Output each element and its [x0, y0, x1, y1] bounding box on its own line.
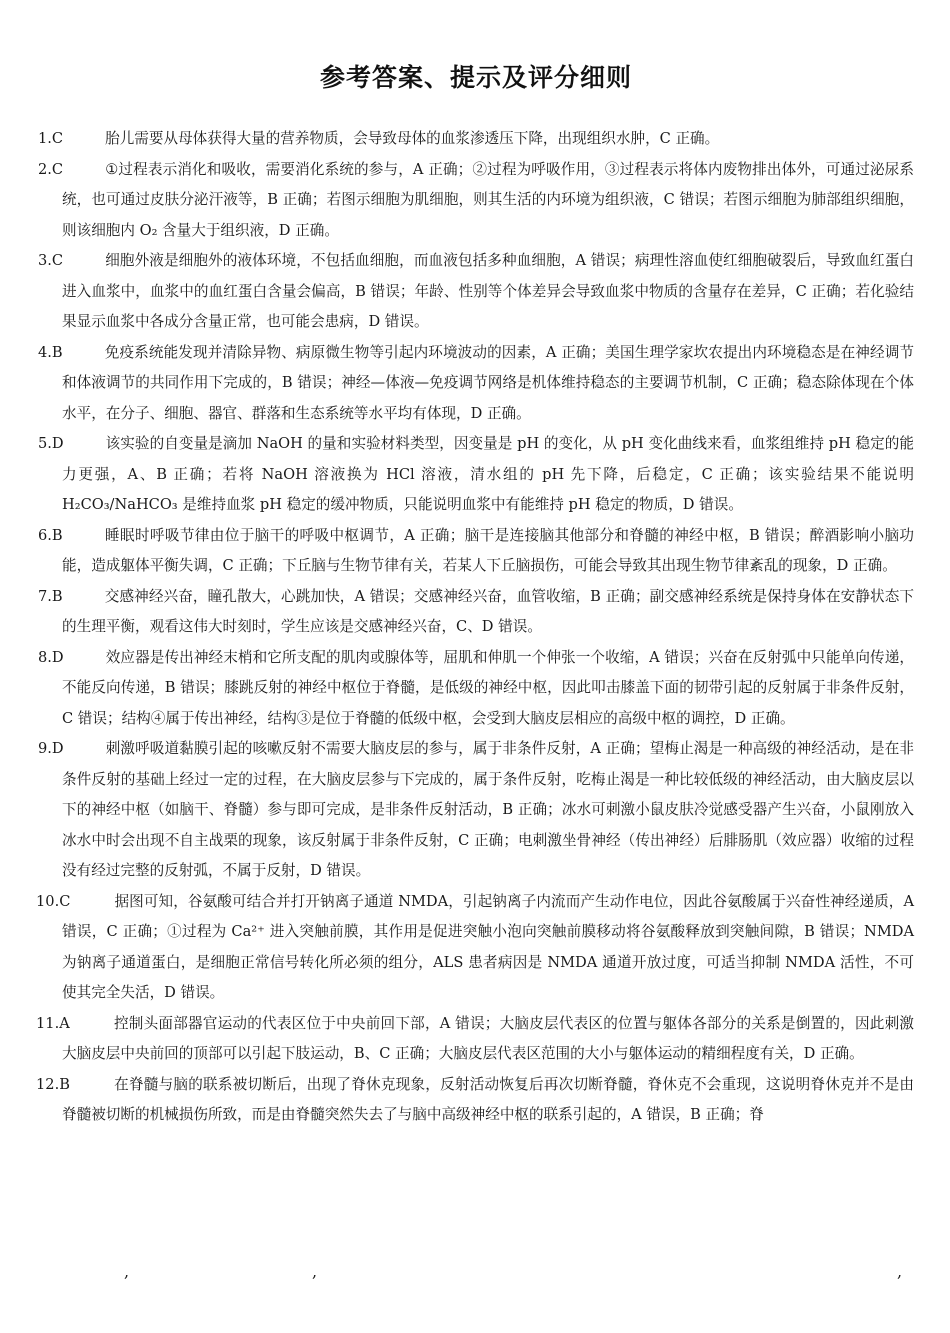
answer-number: 1.C: [38, 130, 64, 147]
answer-item-2: [38, 155, 914, 247]
answer-number: 6.B: [38, 526, 63, 544]
answer-item-8: [38, 643, 914, 735]
answer-number: 8.D: [38, 648, 64, 666]
answer-number: 5.D: [38, 435, 64, 452]
answer-text: 刺激呼吸道黏膜引起的咳嗽反射不需要大脑皮层的参与，属于非条件反射，A 正确；望梅止渴是一种高级的神经活动，是在非条件反射的基础上经过一定的过程，在大脑皮层参与下完成的，属于条件反射，吃梅止渴是一种比较低级的神经活动，由大脑皮层以下的神经中枢（如脑干、脊髓）参与即可完成，是非条件反射活动，B 正确；冰水可刺激小鼠皮肤冷觉感受器产生兴奋，小鼠刚放入冰水中时会出现不自主战栗的现象，该反射属于非条件反射，C 正确；电刺激坐骨神经（传出神经）后腓肠肌（效应器）收缩的过程没有经过完整的反射弧，不属于反射，D 错误。: [62, 740, 914, 879]
answer-item-7: [38, 582, 914, 643]
answer-text: 交感神经兴奋，瞳孔散大，心跳加快，A 错误；交感神经兴奋，血管收缩，B 正确；副交感神经系统是保持身体在安静状态下的生理平衡，观看这伟大时刻时，学生应该是交感神经兴奋，C、D 错误。: [62, 587, 914, 635]
answer-item-9: [38, 734, 914, 887]
answer-text: 据图可知，谷氨酸可结合并打开钠离子通道 NMDA，引起钠离子内流而产生动作电位，因此谷氨酸属于兴奋性神经递质，A 错误，C 正确；①过程为 Ca²⁺ 进入突触前膜，其作用是促进突触小泡向突触前膜移动将谷氨酸释放到突触间隙，B 错误；NMDA 为钠离子通道蛋白，是细胞正常信号转化所必须的组分，ALS 患者病因是 NMDA 通道开放过度，可适当抑制 NMDA 活性，不可使其完全失活，D 错误。: [62, 892, 914, 1001]
answer-text: 胎儿需要从母体获得大量的营养物质，会导致母体的血浆渗透压下降，出现组织水肿，C 正确。: [105, 130, 720, 147]
answer-text: 在脊髓与脑的联系被切断后，出现了脊休克现象，反射活动恢复后再次切断脊髓，脊休克不会重现，这说明脊休克并不是由脊髓被切断的机械损伤所致，而是由脊髓突然失去了与脑中高级神经中枢的联系引起的，A 错误，B 正确；脊: [62, 1075, 914, 1123]
stray-mark: ,: [897, 1262, 903, 1281]
answer-item-4: [38, 338, 914, 430]
answer-number: 3.C: [38, 252, 64, 269]
answer-item-3: [38, 246, 914, 338]
stray-mark: ,: [312, 1262, 318, 1281]
answer-number: 9.D: [38, 740, 64, 757]
page-title: 参考答案、提示及评分细则: [319, 63, 632, 92]
answer-text: 细胞外液是细胞外的液体环境，不包括血细胞，而血液包括多种血细胞，A 错误；病理性溶血使红细胞破裂后，导致血红蛋白进入血浆中，血浆中的血红蛋白含量会偏高，B 错误；年龄、性别等个体差异会导致血浆中物质的含量存在差异，C 正确；若化验结果显示血浆中各成分含量正常，也可能会患病，D 错误。: [62, 252, 914, 330]
answer-item-1: [38, 124, 914, 155]
answer-text: 免疫系统能发现并清除异物、病原微生物等引起内环境波动的因素，A 正确；美国生理学家坎农提出内环境稳态是在神经调节和体液调节的共同作用下完成的，B 错误；神经—体液—免疫调节网络是机体维持稳态的主要调节机制，C 正确；稳态除体现在个体水平，在分子、细胞、器官、群落和生态系统等水平均有体现，D 正确。: [62, 343, 914, 422]
answer-text: 睡眠时呼吸节律由位于脑干的呼吸中枢调节，A 正确；脑干是连接脑其他部分和脊髓的神经中枢，B 错误；醉酒影响小脑功能，造成躯体平衡失调，C 正确；下丘脑与生物节律有关，若某人下丘脑损伤，可能会导致其出现生物节律紊乱的现象，D 正确。: [62, 526, 914, 574]
answer-text: ①过程表示消化和吸收，需要消化系统的参与，A 正确；②过程为呼吸作用，③过程表示将体内废物排出体外，可通过泌尿系统，也可通过皮肤分泌汗液等，B 正确；若图示细胞为肌细胞，则其生活的内环境为组织液，C 错误；若图示细胞为肺部组织细胞，则该细胞内 O₂ 含量大于组织液，D 正确。: [62, 160, 914, 239]
answer-item-11: [38, 1009, 914, 1070]
answer-number: 11.A: [36, 1014, 70, 1032]
answer-number: 2.C: [38, 160, 64, 178]
answer-text: 效应器是传出神经末梢和它所支配的肌肉或腺体等，屈肌和伸肌一个伸张一个收缩，A 错误；兴奋在反射弧中只能单向传递，不能反向传递，B 错误；膝跳反射的神经中枢位于脊髓，是低级的神经中枢，因此叩击膝盖下面的韧带引起的反射属于非条件反射，C 错误；结构④属于传出神经，结构③是位于脊髓的低级中枢，会受到大脑皮层相应的高级中枢的调控，D 正确。: [62, 648, 914, 727]
answer-item-5: [38, 429, 914, 521]
answer-text: 该实验的自变量是滴加 NaOH 的量和实验材料类型，因变量是 pH 的变化，从 pH 变化曲线来看，血浆组维持 pH 稳定的能力更强，A、B 正确；若将 NaOH 溶液换为 HCl 溶液，清水组的 pH 先下降，后稳定，C 正确；该实验结果不能说明 H₂CO₃/NaHCO₃ 是维持血浆 pH 稳定的缓冲物质，只能说明血浆中有能维持 pH 稳定的物质，D 错误。: [62, 435, 914, 513]
answer-number: 4.B: [38, 343, 63, 361]
answer-number: 7.B: [38, 587, 63, 605]
answer-item-10: [38, 887, 914, 1009]
answer-item-6: [38, 521, 914, 582]
stray-mark: ,: [124, 1262, 130, 1281]
answer-number: 12.B: [36, 1075, 70, 1093]
answer-item-12: [38, 1070, 914, 1131]
answer-number: 10.C: [36, 892, 71, 910]
answer-text: 控制头面部器官运动的代表区位于中央前回下部，A 错误；大脑皮层代表区的位置与躯体各部分的关系是倒置的，因此刺激大脑皮层中央前回的顶部可以引起下肢运动，B、C 正确；大脑皮层代表区范围的大小与躯体运动的精细程度有关，D 正确。: [62, 1014, 914, 1062]
answer-list: [38, 124, 914, 1131]
